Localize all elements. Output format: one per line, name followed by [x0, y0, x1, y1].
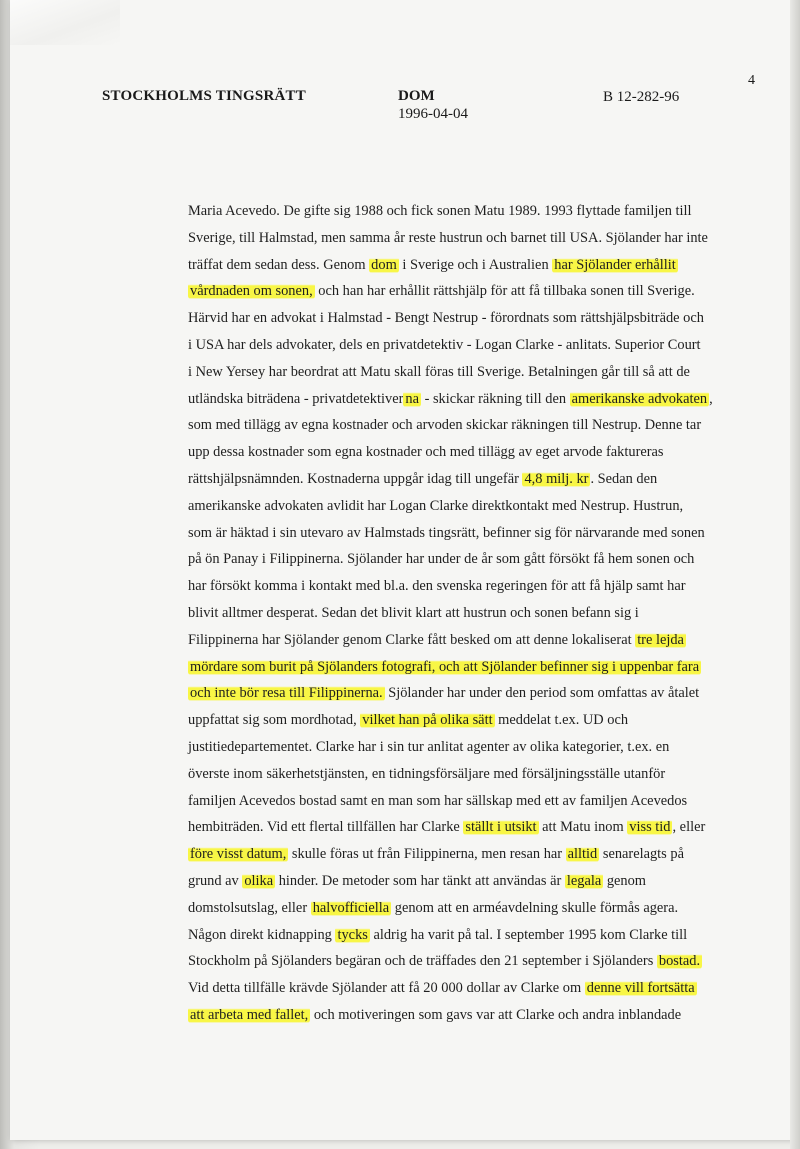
highlighted-text: amerikanske advokaten: [571, 390, 708, 407]
text-segment: uppfattat sig som mordhotad,: [188, 712, 361, 729]
text-segment: genom: [603, 872, 646, 889]
text-segment: Stockholm på Sjölanders begäran och de träffades den 21 september i Sjölanders: [188, 953, 657, 970]
text-segment: amerikanske advokaten avlidit har Logan Clarke direktkontakt med Nestrup. Hustrun,: [188, 497, 684, 514]
text-segment: som med tillägg av egna kostnader och arvoden skickar räkningen till Nestrup. Denne tar: [188, 417, 702, 434]
text-segment: genom att en arméavdelning skulle förmås agera.: [391, 899, 679, 916]
highlighted-text: alltid: [567, 846, 598, 863]
document-type: DOM: [398, 88, 435, 104]
text-line: [188, 1002, 768, 1029]
highlighted-text: olika: [244, 872, 274, 889]
text-line: [188, 493, 768, 520]
text-line: [188, 359, 768, 386]
text-line: [188, 868, 768, 895]
text-segment: i New Yersey har beordrat att Matu skall föras till Sverige. Betalningen går till så att de: [188, 363, 690, 380]
highlighted-text: 4,8 milj. kr: [524, 470, 589, 487]
judgment-date: 1996-04-04: [398, 106, 468, 122]
text-segment: upp dessa kostnader som egna kostnader och med tillägg av eget arvode faktureras: [188, 444, 664, 461]
text-line: [188, 788, 768, 815]
text-line: [188, 386, 768, 413]
highlighted-text: ställt i utsikt: [465, 819, 537, 836]
text-segment: aldrig ha varit på tal. I september 1995 kom Clarke till: [369, 926, 688, 943]
text-segment: Sjölander har under den period som omfattas av åtalet: [384, 685, 700, 702]
text-segment: som är häktad i sin utevaro av Halmstads tingsrätt, befinner sig för närvarande med sonen: [188, 524, 705, 541]
text-segment: ,: [709, 390, 713, 407]
text-line: [188, 922, 768, 949]
text-line: [188, 734, 768, 761]
highlighted-text: vilket han på olika sätt: [362, 712, 493, 729]
text-line: [188, 975, 768, 1002]
text-line: [188, 520, 768, 547]
text-line: [188, 252, 768, 279]
text-line: [188, 305, 768, 332]
highlighted-text: tycks: [337, 926, 368, 943]
text-segment: blivit alltmer desperat. Sedan det blivit klart att hustrun och sonen befann sig i: [188, 604, 639, 621]
text-segment: hinder. De metoder som har tänkt att användas är: [275, 872, 565, 889]
highlighted-text: viss tid: [629, 819, 671, 836]
highlighted-text: bostad.: [658, 953, 701, 970]
text-line: [188, 654, 768, 681]
highlighted-text: dom: [371, 256, 397, 273]
highlighted-text: legala: [566, 872, 602, 889]
text-segment: överste inom säkerhetstjänsten, en tidningsförsäljare med försäljningsställe utanför: [188, 765, 666, 782]
highlighted-text: tre lejda: [637, 631, 684, 648]
text-line: [188, 761, 768, 788]
text-line: [188, 412, 768, 439]
highlighted-text: före visst datum,: [190, 846, 287, 863]
text-segment: familjen Acevedos bostad samt en man som har sällskap med ett av familjen Acevedos: [188, 792, 688, 809]
text-segment: på ön Panay i Filippinerna. Sjölander har under de år som gått försökt få hem sonen och: [188, 551, 695, 568]
court-name: STOCKHOLMS TINGSRÄTT: [102, 88, 306, 104]
highlighted-text: vårdnaden om sonen,: [190, 283, 313, 300]
text-segment: att Matu inom: [538, 819, 628, 836]
judgment-text: [188, 198, 768, 1029]
highlighted-text: har Sjölander erhållit: [554, 256, 676, 273]
highlighted-text: halvofficiella: [312, 899, 390, 916]
text-line: [188, 841, 768, 868]
page-corner: [10, 0, 120, 45]
text-segment: justitiedepartementet. Clarke har i sin tur anlitat agenter av olika kategorier, t.ex. en: [188, 738, 670, 755]
text-line: [188, 466, 768, 493]
text-line: [188, 707, 768, 734]
text-segment: Filippinerna har Sjölander genom Clarke fått besked om att denne lokaliserat: [188, 631, 636, 648]
text-segment: Någon direkt kidnapping: [188, 926, 336, 943]
text-line: [188, 895, 768, 922]
text-segment: senarelagts på: [599, 846, 684, 863]
stacked-pages-edge: [790, 0, 800, 1149]
text-segment: skulle föras ut från Filippinerna, men resan har: [288, 846, 566, 863]
text-segment: och han har erhållit rättshjälp för att få tillbaka sonen till Sverige.: [314, 283, 695, 300]
text-segment: , eller: [672, 819, 706, 836]
text-line: [188, 948, 768, 975]
text-segment: Härvid har en advokat i Halmstad - Bengt Nestrup - förordnats som rättshjälpsbiträde och: [188, 310, 704, 327]
text-segment: träffat dem sedan dess. Genom: [188, 256, 370, 273]
page-number: 4: [748, 73, 755, 88]
text-segment: . Sedan den: [590, 470, 658, 487]
highlighted-text: na: [405, 390, 419, 407]
text-segment: utländska biträdena - privatdetektiver: [188, 390, 404, 407]
text-segment: i USA har dels advokater, dels en privatdetektiv - Logan Clarke - anlitats. Superior Court: [188, 336, 701, 353]
text-segment: grund av: [188, 872, 243, 889]
text-segment: Sverige, till Halmstad, men samma år reste hustrun och barnet till USA. Sjölander har inte: [188, 229, 708, 246]
text-segment: - skickar räkning till den: [420, 390, 570, 407]
text-line: [188, 573, 768, 600]
highlighted-text: mördare som burit på Sjölanders fotografi, och att Sjölander befinner sig i uppenbar fara: [190, 658, 700, 675]
text-line: [188, 278, 768, 305]
text-segment: Vid detta tillfälle krävde Sjölander att få 20 000 dollar av Clarke om: [188, 980, 585, 997]
text-line: [188, 546, 768, 573]
text-segment: rättshjälpsnämnden. Kostnaderna uppgår idag till ungefär: [188, 470, 523, 487]
text-line: [188, 627, 768, 654]
text-segment: har försökt komma i kontakt med bl.a. den svenska regeringen för att få hjälp samt har: [188, 578, 686, 595]
text-line: [188, 814, 768, 841]
text-segment: meddelat t.ex. UD och: [494, 712, 629, 729]
highlighted-text: och inte bör resa till Filippinerna.: [190, 685, 383, 702]
case-number: B 12-282-96: [603, 89, 680, 105]
text-segment: hembiträden. Vid ett flertal tillfällen har Clarke: [188, 819, 464, 836]
text-line: [188, 680, 768, 707]
text-segment: i Sverige och i Australien: [398, 256, 553, 273]
text-line: [188, 600, 768, 627]
text-line: [188, 225, 768, 252]
text-line: [188, 198, 768, 225]
highlighted-text: denne vill fortsätta: [586, 980, 695, 997]
text-segment: och motiveringen som gavs var att Clarke och andra inblandade: [310, 1006, 682, 1023]
text-segment: Maria Acevedo. De gifte sig 1988 och fick sonen Matu 1989. 1993 flyttade familjen till: [188, 203, 692, 219]
text-segment: domstolsutslag, eller: [188, 899, 311, 916]
highlighted-text: att arbeta med fallet,: [190, 1006, 309, 1023]
text-line: [188, 332, 768, 359]
text-line: [188, 439, 768, 466]
